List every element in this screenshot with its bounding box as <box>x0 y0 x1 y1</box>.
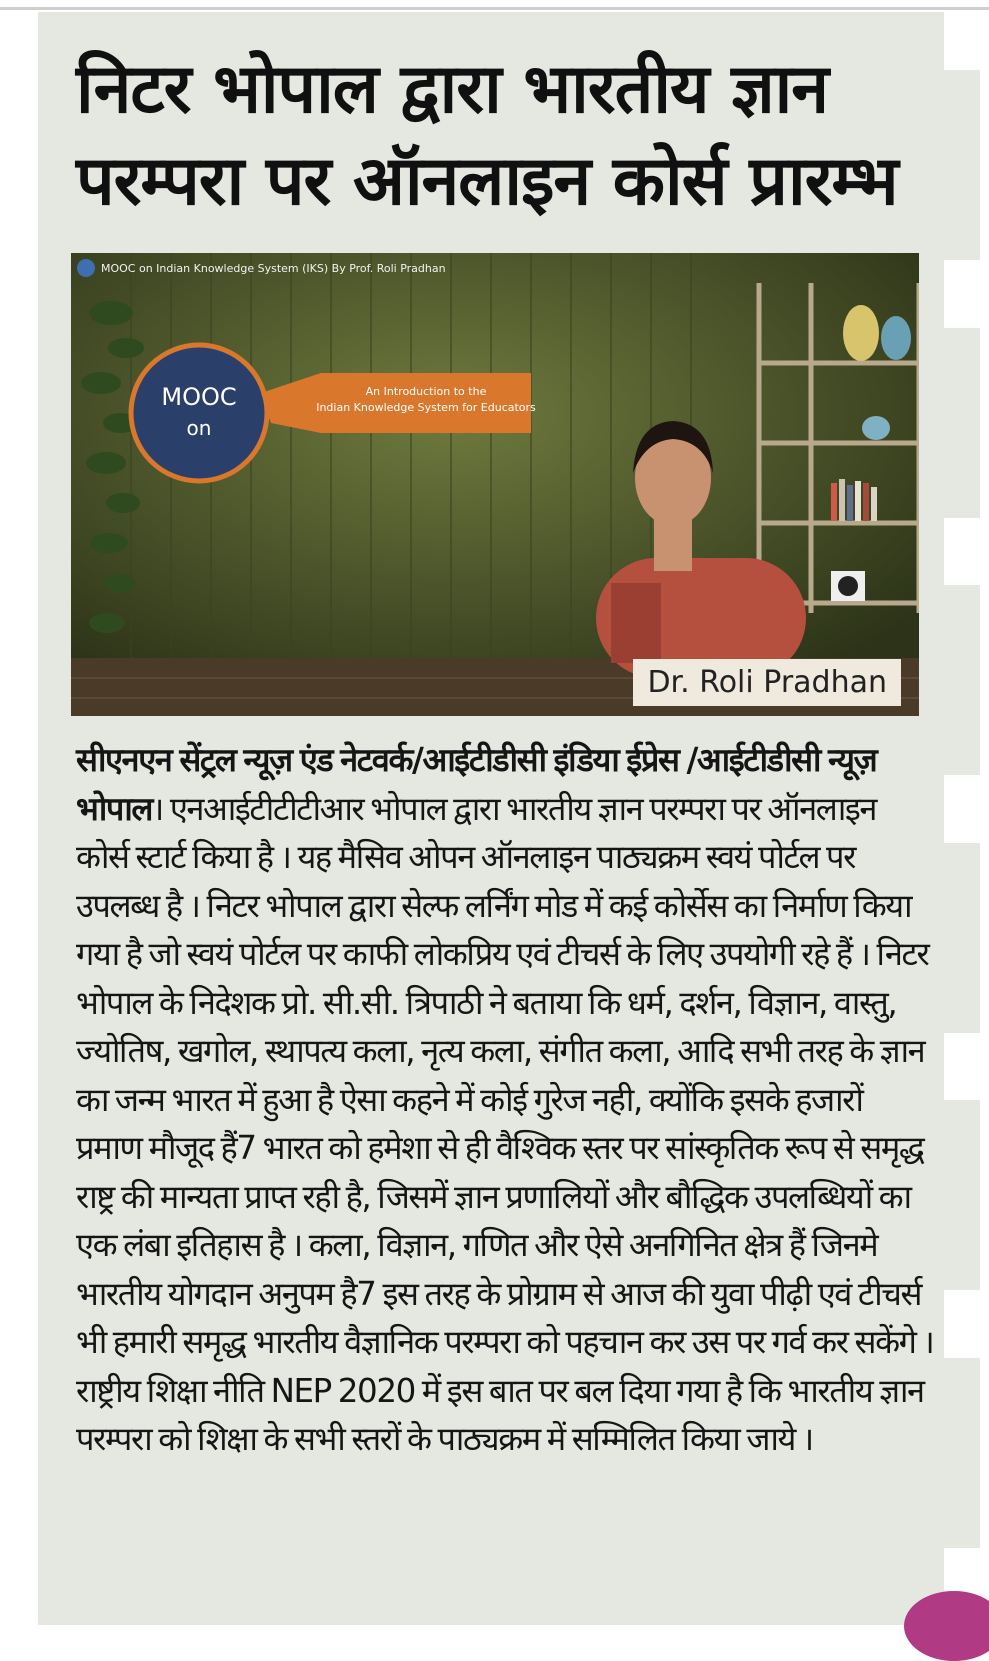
video-still-photo <box>71 253 919 716</box>
headline: निटर भोपाल द्वारा भारतीय ज्ञान परम्परा पर ऑनलाइन कोर्स प्रारम्भ <box>76 50 898 221</box>
article-body <box>76 736 934 1464</box>
video-title: MOOC on Indian Knowledge System (IKS) By Prof. Roli Pradhan <box>101 262 446 275</box>
presenter-name-banner: Dr. Roli Pradhan <box>633 659 901 706</box>
edge-notch <box>944 1358 980 1548</box>
studio-scene <box>71 253 919 716</box>
left-margin <box>0 10 38 1625</box>
top-divider <box>0 7 989 10</box>
edge-notch <box>944 328 980 518</box>
article-text: । एनआईटीटीटीआर भोपाल द्वारा भारतीय ज्ञान परम्परा पर ऑनलाइन कोर्स स्टार्ट किया है । यह मैसिव ओपन ऑनलाइन पाठ्यक्रम स्वयं पोर्टल पर उपलब्ध है । निटर भोपाल द्वारा सेल्फ लर्निंग मोड में कई कोर्सेस का निर्माण किया गया है जो स्वयं पोर्टल पर काफी लोकप्रिय एवं टीचर्स के लिए उपयोगी रहे हैं । निटर भोपाल के निदेशक प्रो. सी.सी. त्रिपाठी ने बताया कि धर्म, दर्शन, विज्ञान, वास्तु, ज्योतिष, खगोल, स्थापत्य कला, नृत्य कला, संगीत कला, आदि सभी तरह के ज्ञान का जन्म भारत में हुआ है ऐसा कहने में कोई गुरेज नही, क्योंकि इसके हजारों प्रमाण मौजूद हैं7 भारत को हमेशा से ही वैश्विक स्तर पर सांस्कृतिक रूप से समृद्ध राष्ट्र की मान्यता प्राप्त रही है, जिसमें ज्ञान प्रणालियों और बौद्धिक उपलब्धियों का एक लंबा इतिहास है । कला, विज्ञान, गणित और ऐसे अनगिनित क्षेत्र हैं जिनमे भारतीय योगदान अनुपम है7 इस तरह के प्रोग्राम से आज की युवा पीढ़ी एवं टीचर्स भी हमारी समृद्ध भारतीय वैज्ञानिक परम्परा को पहचान कर उस पर गर्व कर सकेंगे । राष्ट्रीय शिक्षा नीति NEP 2020 में इस बात पर बल दिया गया है कि भारतीय ज्ञान परम्परा को शिक्षा के सभी स्तरों के पाठ्यक्रम में सम्मिलित किया जाये । <box>76 789 934 1458</box>
edge-notch <box>944 1100 980 1290</box>
edge-notch <box>944 70 980 260</box>
badge-line-2: on <box>186 416 212 440</box>
badge-line-1: MOOC <box>161 383 237 411</box>
banner-line-1: An Introduction to the <box>365 385 487 398</box>
edge-notch <box>944 843 980 1033</box>
corner-accent <box>904 1591 989 1661</box>
banner-line-2: Indian Knowledge System for Educators <box>316 401 536 414</box>
article-lead: सीएनएन सेंट्रल न्यूज़ एंड नेटवर्क/आईटीडीसी इंडिया ईप्रेस /आईटीडीसी न्यूज़ भोपाल <box>76 741 877 828</box>
channel-logo-icon <box>77 259 95 277</box>
edge-notch <box>944 585 980 775</box>
